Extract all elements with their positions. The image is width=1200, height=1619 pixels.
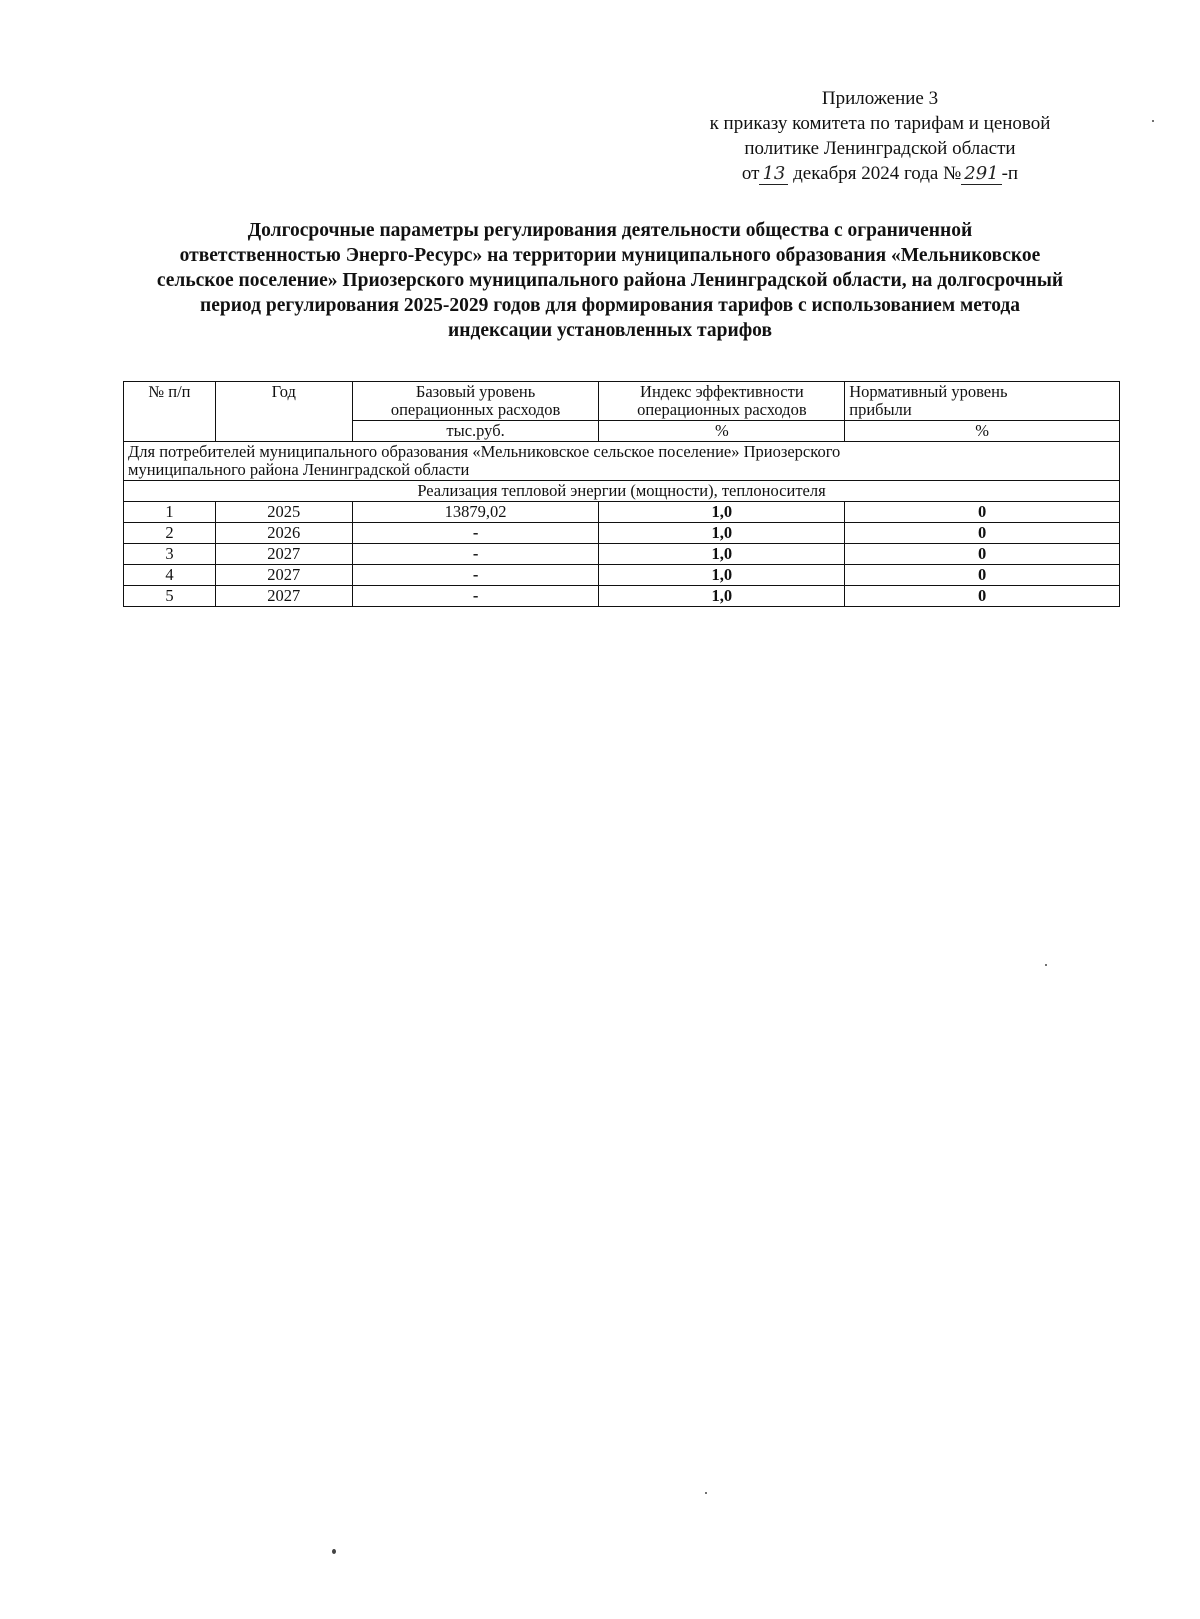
header-year: Год <box>215 382 352 442</box>
title-line: сельское поселение» Приозерского муниципального района Ленинградской области, на долгосрочный <box>156 270 1064 291</box>
header-index-line2: операционных расходов <box>637 400 807 419</box>
annex-title: Приложение 3 <box>821 88 939 109</box>
consumers-line1: Для потребителей муниципального образования «Мельниковское сельское поселение» Приозерского <box>128 442 841 461</box>
handwritten-order-number: 291 <box>961 164 1001 185</box>
unit-profit: % <box>845 421 1120 442</box>
row-index: 1,0 <box>599 586 845 607</box>
title-line: индексации установленных тарифов <box>448 320 772 341</box>
title-line: период регулирования 2025-2029 годов для формирования тарифов с использованием метода <box>199 295 1021 316</box>
scan-speck <box>1045 964 1047 966</box>
section-cell: Реализация тепловой энергии (мощности), теплоносителя <box>124 481 1120 502</box>
unit-base: тыс.руб. <box>352 421 599 442</box>
title-line: ответственностью Энерго-Ресурс» на территории муниципального образования «Мельниковское <box>179 245 1041 266</box>
section-row <box>124 481 1120 502</box>
document-title <box>110 218 1110 343</box>
row-base: 13879,02 <box>352 502 599 523</box>
annex-header <box>640 86 1120 186</box>
row-year: 2027 <box>215 565 352 586</box>
row-base: - <box>352 523 599 544</box>
row-index: 1,0 <box>599 523 845 544</box>
header-index-line1: Индекс эффективности <box>640 382 804 401</box>
header-base <box>352 382 599 421</box>
row-index: 1,0 <box>599 502 845 523</box>
header-profit-line2: прибыли <box>849 400 912 419</box>
table-row <box>124 523 1120 544</box>
table-row <box>124 502 1120 523</box>
header-base-line1: Базовый уровень <box>415 382 536 401</box>
row-num: 5 <box>124 586 216 607</box>
consumers-cell <box>124 442 1120 481</box>
consumers-line2: муниципального района Ленинградской области <box>128 460 470 479</box>
header-profit-line1: Нормативный уровень <box>849 382 1008 401</box>
annex-date-middle: декабря 2024 года № <box>793 163 962 184</box>
header-index <box>599 382 845 421</box>
row-num: 1 <box>124 502 216 523</box>
annex-date-suffix: -п <box>1001 163 1019 184</box>
row-base: - <box>352 586 599 607</box>
table-row <box>124 586 1120 607</box>
row-profit: 0 <box>845 523 1120 544</box>
annex-date-prefix: от <box>741 163 760 184</box>
title-line: Долгосрочные параметры регулирования деятельности общества с ограниченной <box>247 220 973 241</box>
row-profit: 0 <box>845 502 1120 523</box>
table-row <box>124 544 1120 565</box>
scan-speck <box>705 1492 707 1494</box>
row-profit: 0 <box>845 565 1120 586</box>
annex-committee-line: политике Ленинградской области <box>744 138 1016 159</box>
row-profit: 0 <box>845 544 1120 565</box>
annex-order-line: к приказу комитета по тарифам и ценовой <box>709 113 1051 134</box>
handwritten-day: 13 <box>759 164 788 185</box>
row-year: 2026 <box>215 523 352 544</box>
scan-speck <box>332 1549 336 1554</box>
row-num: 4 <box>124 565 216 586</box>
header-base-line2: операционных расходов <box>390 400 561 419</box>
header-num: № п/п <box>124 382 216 442</box>
row-base: - <box>352 544 599 565</box>
header-profit <box>845 382 1120 421</box>
row-num: 2 <box>124 523 216 544</box>
annex-date-line <box>640 161 1120 186</box>
row-base: - <box>352 565 599 586</box>
row-num: 3 <box>124 544 216 565</box>
table-header-row <box>124 382 1120 421</box>
scan-speck <box>1152 120 1154 122</box>
row-index: 1,0 <box>599 565 845 586</box>
row-profit: 0 <box>845 586 1120 607</box>
row-year: 2027 <box>215 544 352 565</box>
row-index: 1,0 <box>599 544 845 565</box>
table-row <box>124 565 1120 586</box>
unit-index: % <box>599 421 845 442</box>
row-year: 2025 <box>215 502 352 523</box>
parameters-table <box>123 381 1120 607</box>
row-year: 2027 <box>215 586 352 607</box>
consumers-row <box>124 442 1120 481</box>
